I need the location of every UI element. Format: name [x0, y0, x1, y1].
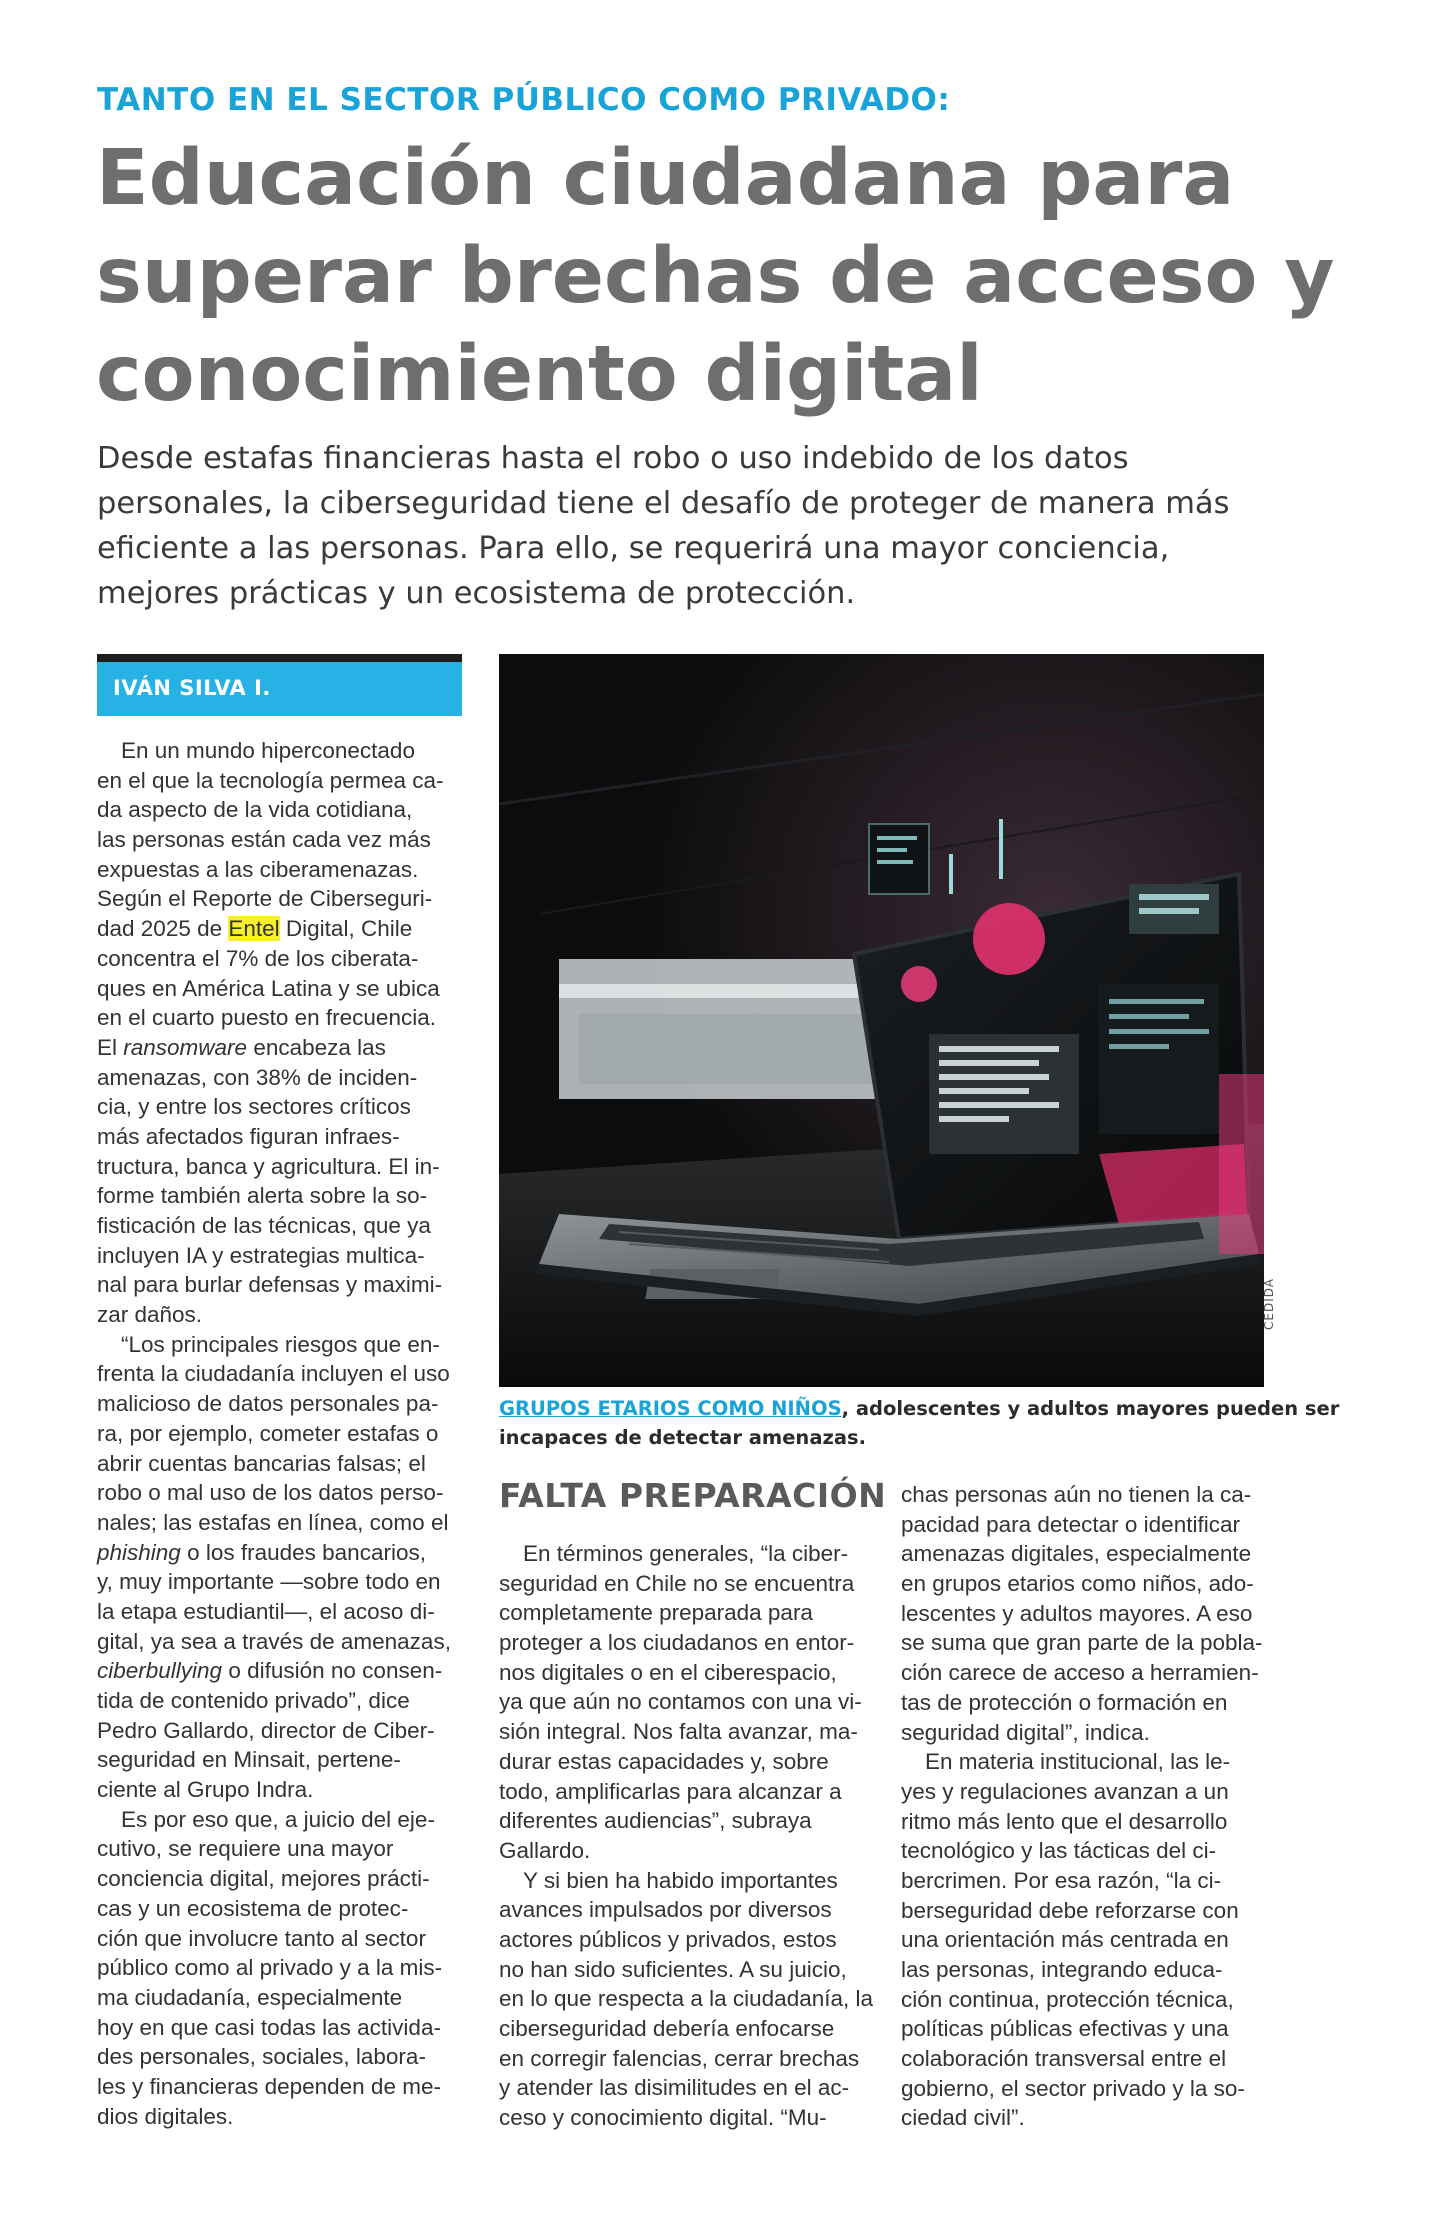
text-fragment: Digital, Chile [279, 916, 413, 942]
deck-line: Desde estafas financieras hasta el robo o uso indebido de los datos [97, 441, 1129, 476]
text-line: En términos generales, “la ciber- [523, 1541, 849, 1566]
text-line: gital, ya sea a través de amenazas, [97, 1628, 451, 1654]
caption-line [499, 1394, 1340, 1423]
text-line: durar estas capacidades y, sobre [499, 1748, 829, 1774]
text-line: bercrimen. Por esa razón, “la ci- [901, 1867, 1222, 1893]
text-line: Pedro Gallardo, director de Ciber- [97, 1717, 435, 1743]
text-line: ciedad civil”. [901, 2105, 1025, 2131]
article-column-2 [499, 1539, 874, 2133]
text-line: ritmo más lento que el desarrollo [901, 1808, 1228, 1834]
text-line [97, 1656, 467, 1686]
text-line: cutivo, se requiere una mayor [97, 1836, 394, 1862]
text-line: Es por eso que, a juicio del eje- [121, 1806, 435, 1832]
text-line: y atender las disimilitudes en el ac- [499, 2075, 850, 2101]
text-line: dios digitales. [97, 2103, 234, 2129]
text-line: público como al privado y a la mis- [97, 1955, 443, 1981]
italic-term: phishing [97, 1539, 181, 1565]
text-fragment: o difusión no consen- [222, 1658, 443, 1684]
text-line: ra, por ejemplo, cometer estafas o [97, 1420, 439, 1446]
text-line: abrir cuentas bancarias falsas; el [97, 1450, 426, 1476]
text-line: cia, y entre los sectores críticos [97, 1094, 411, 1120]
text-line: zar daños. [97, 1302, 203, 1328]
text-line: actores públicos y privados, estos [499, 1926, 837, 1952]
text-line: les y financieras dependen de me- [97, 2073, 441, 2099]
text-line: frenta la ciudadanía incluyen el uso [97, 1361, 450, 1387]
text-line: lescentes y adultos mayores. A eso [901, 1600, 1253, 1626]
caption-lead: GRUPOS ETARIOS COMO NIÑOS [499, 1397, 842, 1420]
text-line: tida de contenido privado”, dice [97, 1688, 410, 1713]
text-line: más afectados figuran infraes- [97, 1123, 400, 1149]
article-column-1 [97, 736, 467, 2131]
text-line: nal para burlar defensas y maximi- [97, 1272, 443, 1298]
text-line: Y si bien ha habido importantes [523, 1867, 838, 1893]
headline-line: conocimiento digital [96, 330, 983, 419]
text-line: En un mundo hiperconectado [121, 738, 415, 763]
text-line: amenazas digitales, especialmente [901, 1541, 1252, 1567]
article-photo [499, 654, 1264, 1387]
text-line: ción que involucre tanto al sector [97, 1925, 426, 1951]
caption-line: incapaces de detectar amenazas. [499, 1426, 866, 1449]
text-line: tas de protección o formación en [901, 1689, 1228, 1715]
text-line: y, muy importante —sobre todo en [97, 1569, 441, 1595]
text-line: proteger a los ciudadanos en entor- [499, 1630, 855, 1656]
text-line: en corregir falencias, cerrar brechas [499, 2045, 860, 2071]
text-line: una orientación más centrada en [901, 1927, 1229, 1953]
laptop-illustration [499, 654, 1264, 1387]
text-line: “Los principales riesgos que en- [121, 1331, 440, 1357]
text-line: nos digitales o en el ciberespacio, [499, 1659, 837, 1685]
highlighted-brand: Entel [228, 916, 280, 942]
text-line: sión integral. Nos falta avanzar, ma- [499, 1719, 858, 1745]
text-line: seguridad digital”, indica. [901, 1719, 1150, 1745]
text-line [97, 1033, 467, 1063]
text-line: ción continua, protección técnica, [901, 1986, 1234, 2012]
text-line: gobierno, el sector privado y la so- [901, 2075, 1245, 2101]
photo-caption [499, 1394, 1340, 1452]
text-line: forme también alerta sobre la so- [97, 1183, 428, 1209]
text-line [97, 914, 467, 944]
italic-term: ciberbullying [97, 1658, 223, 1684]
text-line: ción carece de acceso a herramien- [901, 1660, 1259, 1686]
text-line: políticas públicas efectivas y una [901, 2016, 1229, 2042]
text-line: se suma que gran parte de la pobla- [901, 1630, 1263, 1656]
text-line: tecnológico y las tácticas del ci- [901, 1838, 1217, 1864]
text-line: En materia institucional, las le- [925, 1749, 1231, 1775]
headline-line: superar brechas de acceso y [96, 232, 1335, 321]
italic-term: ransomware [123, 1034, 248, 1060]
text-line: Según el Reporte de Ciberseguri- [97, 886, 433, 912]
text-line: las personas, integrando educa- [901, 1957, 1223, 1982]
text-line: en grupos etarios como niños, ado- [901, 1571, 1254, 1597]
headline-line: Educación ciudadana para [96, 134, 1235, 223]
text-line [97, 1538, 467, 1568]
text-line: completamente preparada para [499, 1600, 813, 1626]
text-line: en el cuarto puesto en frecuencia. [97, 1005, 436, 1031]
text-line: la etapa estudiantil—, el acoso di- [97, 1598, 435, 1624]
text-line: hoy en que casi todas las activida- [97, 2014, 441, 2040]
text-line: des personales, sociales, labora- [97, 2044, 426, 2070]
text-line: ques en América Latina y se ubica [97, 975, 440, 1001]
deck-line: personales, la ciberseguridad tiene el desafío de proteger de manera más [97, 486, 1230, 521]
text-line: avances impulsados por diversos [499, 1897, 832, 1923]
text-line: chas personas aún no tienen la ca- [901, 1482, 1252, 1507]
text-line: da aspecto de la vida cotidiana, [97, 797, 413, 823]
text-line: no han sido suficientes. A su juicio, [499, 1956, 847, 1982]
text-line: robo o mal uso de los datos perso- [97, 1480, 444, 1506]
section-title: FALTA PREPARACIÓN [499, 1476, 887, 1515]
text-line: todo, amplificarlas para alcanzar a [499, 1778, 842, 1804]
text-line: concentra el 7% de los ciberata- [97, 945, 419, 971]
text-line: nales; las estafas en línea, como el [97, 1509, 449, 1535]
article-headline [96, 130, 1356, 424]
text-line: ma ciudadanía, especialmente [97, 1984, 403, 2010]
text-line: tructura, banca y agricultura. El in- [97, 1153, 440, 1179]
text-line: Gallardo. [499, 1837, 591, 1863]
text-fragment: o los fraudes bancarios, [180, 1539, 426, 1565]
caption-text: , adolescentes y adultos mayores pueden ser [841, 1397, 1340, 1420]
text-fragment: encabeza las [247, 1034, 386, 1060]
text-line: cas y un ecosistema de protec- [97, 1895, 409, 1921]
text-line: las personas están cada vez más [97, 827, 431, 853]
article-deck [97, 436, 1347, 616]
text-line: en lo que respecta a la ciudadanía, la [499, 1986, 874, 2012]
text-fragment: dad 2025 de [97, 916, 229, 942]
deck-line: eficiente a las personas. Para ello, se requerirá una mayor conciencia, [97, 531, 1170, 566]
text-line: seguridad en Chile no se encuentra [499, 1570, 855, 1596]
text-line: ceso y conocimiento digital. “Mu- [499, 2105, 827, 2131]
text-line: diferentes audiencias”, subraya [499, 1808, 812, 1834]
text-line: expuestas a las ciberamenazas. [97, 856, 419, 882]
byline-box [97, 654, 462, 716]
text-line: malicioso de datos personales pa- [97, 1391, 439, 1417]
text-line: amenazas, con 38% de inciden- [97, 1064, 418, 1090]
text-line: berseguridad debe reforzarse con [901, 1897, 1239, 1923]
deck-line: mejores prácticas y un ecosistema de protección. [97, 576, 856, 611]
text-line: en el que la tecnología permea ca- [97, 767, 444, 793]
text-line: seguridad en Minsait, pertene- [97, 1747, 401, 1773]
article-column-3 [901, 1480, 1271, 2133]
text-fragment: El [97, 1034, 124, 1060]
text-line: fisticación de las técnicas, que ya [97, 1213, 431, 1238]
text-line: yes y regulaciones avanzan a un [901, 1778, 1229, 1804]
photo-credit: CEDIDA [1262, 1278, 1276, 1330]
text-line: ciberseguridad debería enfocarse [499, 2016, 835, 2041]
text-line: ya que aún no contamos con una vi- [499, 1689, 862, 1715]
text-line: colaboración transversal entre el [901, 2046, 1227, 2072]
text-line: pacidad para detectar o identificar [901, 1511, 1240, 1537]
article-kicker: TANTO EN EL SECTOR PÚBLICO COMO PRIVADO: [97, 82, 951, 118]
text-line: incluyen IA y estrategias multica- [97, 1242, 425, 1268]
text-line: conciencia digital, mejores prácti- [97, 1866, 430, 1892]
text-line: ciente al Grupo Indra. [97, 1777, 314, 1803]
byline-author: IVÁN SILVA I. [113, 676, 271, 700]
